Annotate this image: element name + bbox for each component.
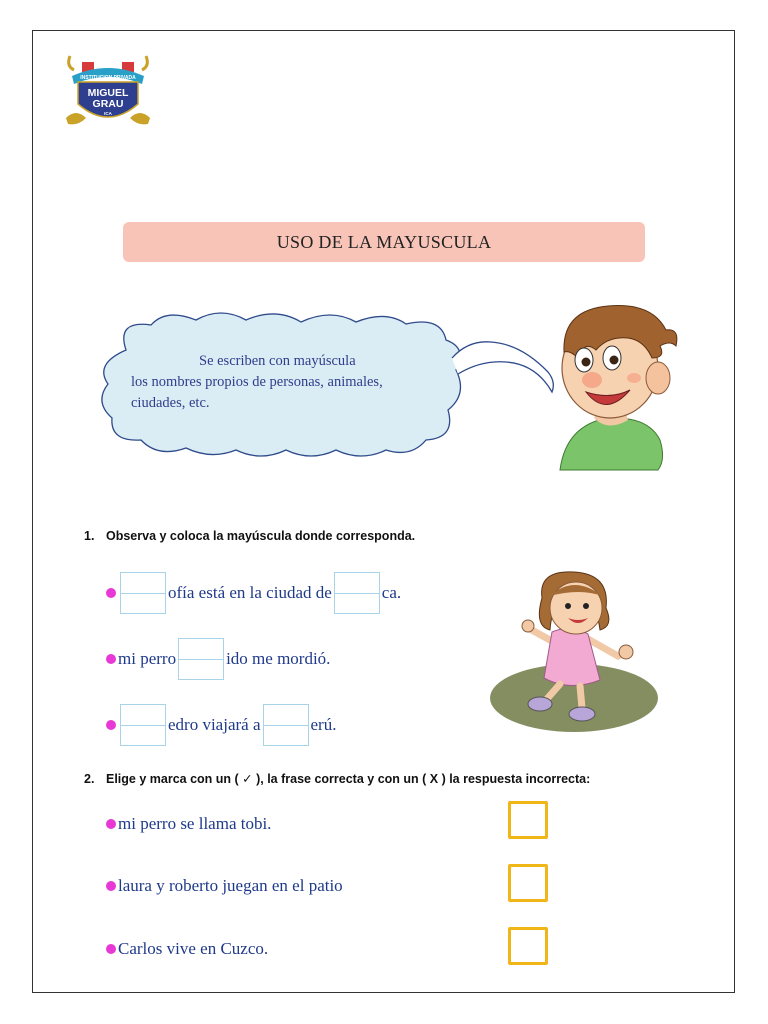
answer-checkbox-3[interactable] bbox=[508, 927, 548, 965]
bullet-icon bbox=[106, 588, 116, 598]
girl-illustration bbox=[488, 568, 668, 740]
logo-line2: GRAU bbox=[92, 98, 124, 110]
choice-1-text: mi perro se llama tobi. bbox=[118, 814, 272, 833]
bullet-icon bbox=[106, 819, 116, 829]
sentence-3 bbox=[106, 702, 336, 748]
speech-line2: los nombres propios de personas, animales, bbox=[131, 374, 383, 390]
capital-blank-1b[interactable] bbox=[334, 572, 380, 614]
speech-line1: Se escriben con mayúscula bbox=[199, 353, 356, 369]
capital-blank-2a[interactable] bbox=[178, 638, 224, 680]
sentence-2-start: mi perro bbox=[118, 649, 177, 668]
capital-blank-3b[interactable] bbox=[263, 704, 309, 746]
logo-arc-text: INSTITUCION PRIVADA bbox=[80, 75, 136, 81]
speech-line3: ciudades, etc. bbox=[131, 395, 210, 411]
sentence-1 bbox=[106, 570, 401, 616]
exercise2-number: 2. bbox=[84, 772, 95, 786]
logo-sub: ICA bbox=[104, 111, 112, 116]
sentence-2 bbox=[106, 636, 330, 682]
exercise2-text: Elige y marca con un ( ✓ ), la frase correcta y con un ( X ) la respuesta incorrecta: bbox=[106, 772, 591, 786]
sentence-1-part: ofía está en la ciudad de bbox=[168, 583, 332, 602]
answer-checkbox-2[interactable] bbox=[508, 864, 548, 902]
answer-checkbox-1[interactable] bbox=[508, 801, 548, 839]
bullet-icon bbox=[106, 720, 116, 730]
sentence-2-part: ido me mordió. bbox=[226, 649, 331, 668]
exercise1-number: 1. bbox=[84, 529, 95, 543]
sentence-3-end: erú. bbox=[310, 715, 337, 734]
choice-item-3 bbox=[106, 934, 268, 964]
choice-3-text: Carlos vive en Cuzco. bbox=[118, 939, 269, 958]
page-title: USO DE LA MAYUSCULA bbox=[123, 222, 645, 262]
capital-blank-1a[interactable] bbox=[120, 572, 166, 614]
sentence-3-part: edro viajará a bbox=[168, 715, 261, 734]
choice-item-2 bbox=[106, 871, 343, 901]
bullet-icon bbox=[106, 654, 116, 664]
choice-2-text: laura y roberto juegan en el patio bbox=[118, 876, 343, 895]
exercise1-instruction bbox=[84, 529, 415, 543]
page-border bbox=[32, 30, 735, 993]
bullet-icon bbox=[106, 881, 116, 891]
sentence-1-end: ca. bbox=[381, 583, 402, 602]
exercise2-instruction bbox=[84, 771, 590, 786]
speech-text bbox=[131, 351, 441, 414]
boy-illustration bbox=[548, 300, 688, 475]
logo-line1: MIGUEL bbox=[87, 87, 129, 99]
bullet-icon bbox=[106, 944, 116, 954]
choice-item-1 bbox=[106, 809, 271, 839]
capital-blank-3a[interactable] bbox=[120, 704, 166, 746]
school-logo bbox=[62, 52, 154, 134]
exercise1-text: Observa y coloca la mayúscula donde corresponda. bbox=[106, 529, 416, 543]
